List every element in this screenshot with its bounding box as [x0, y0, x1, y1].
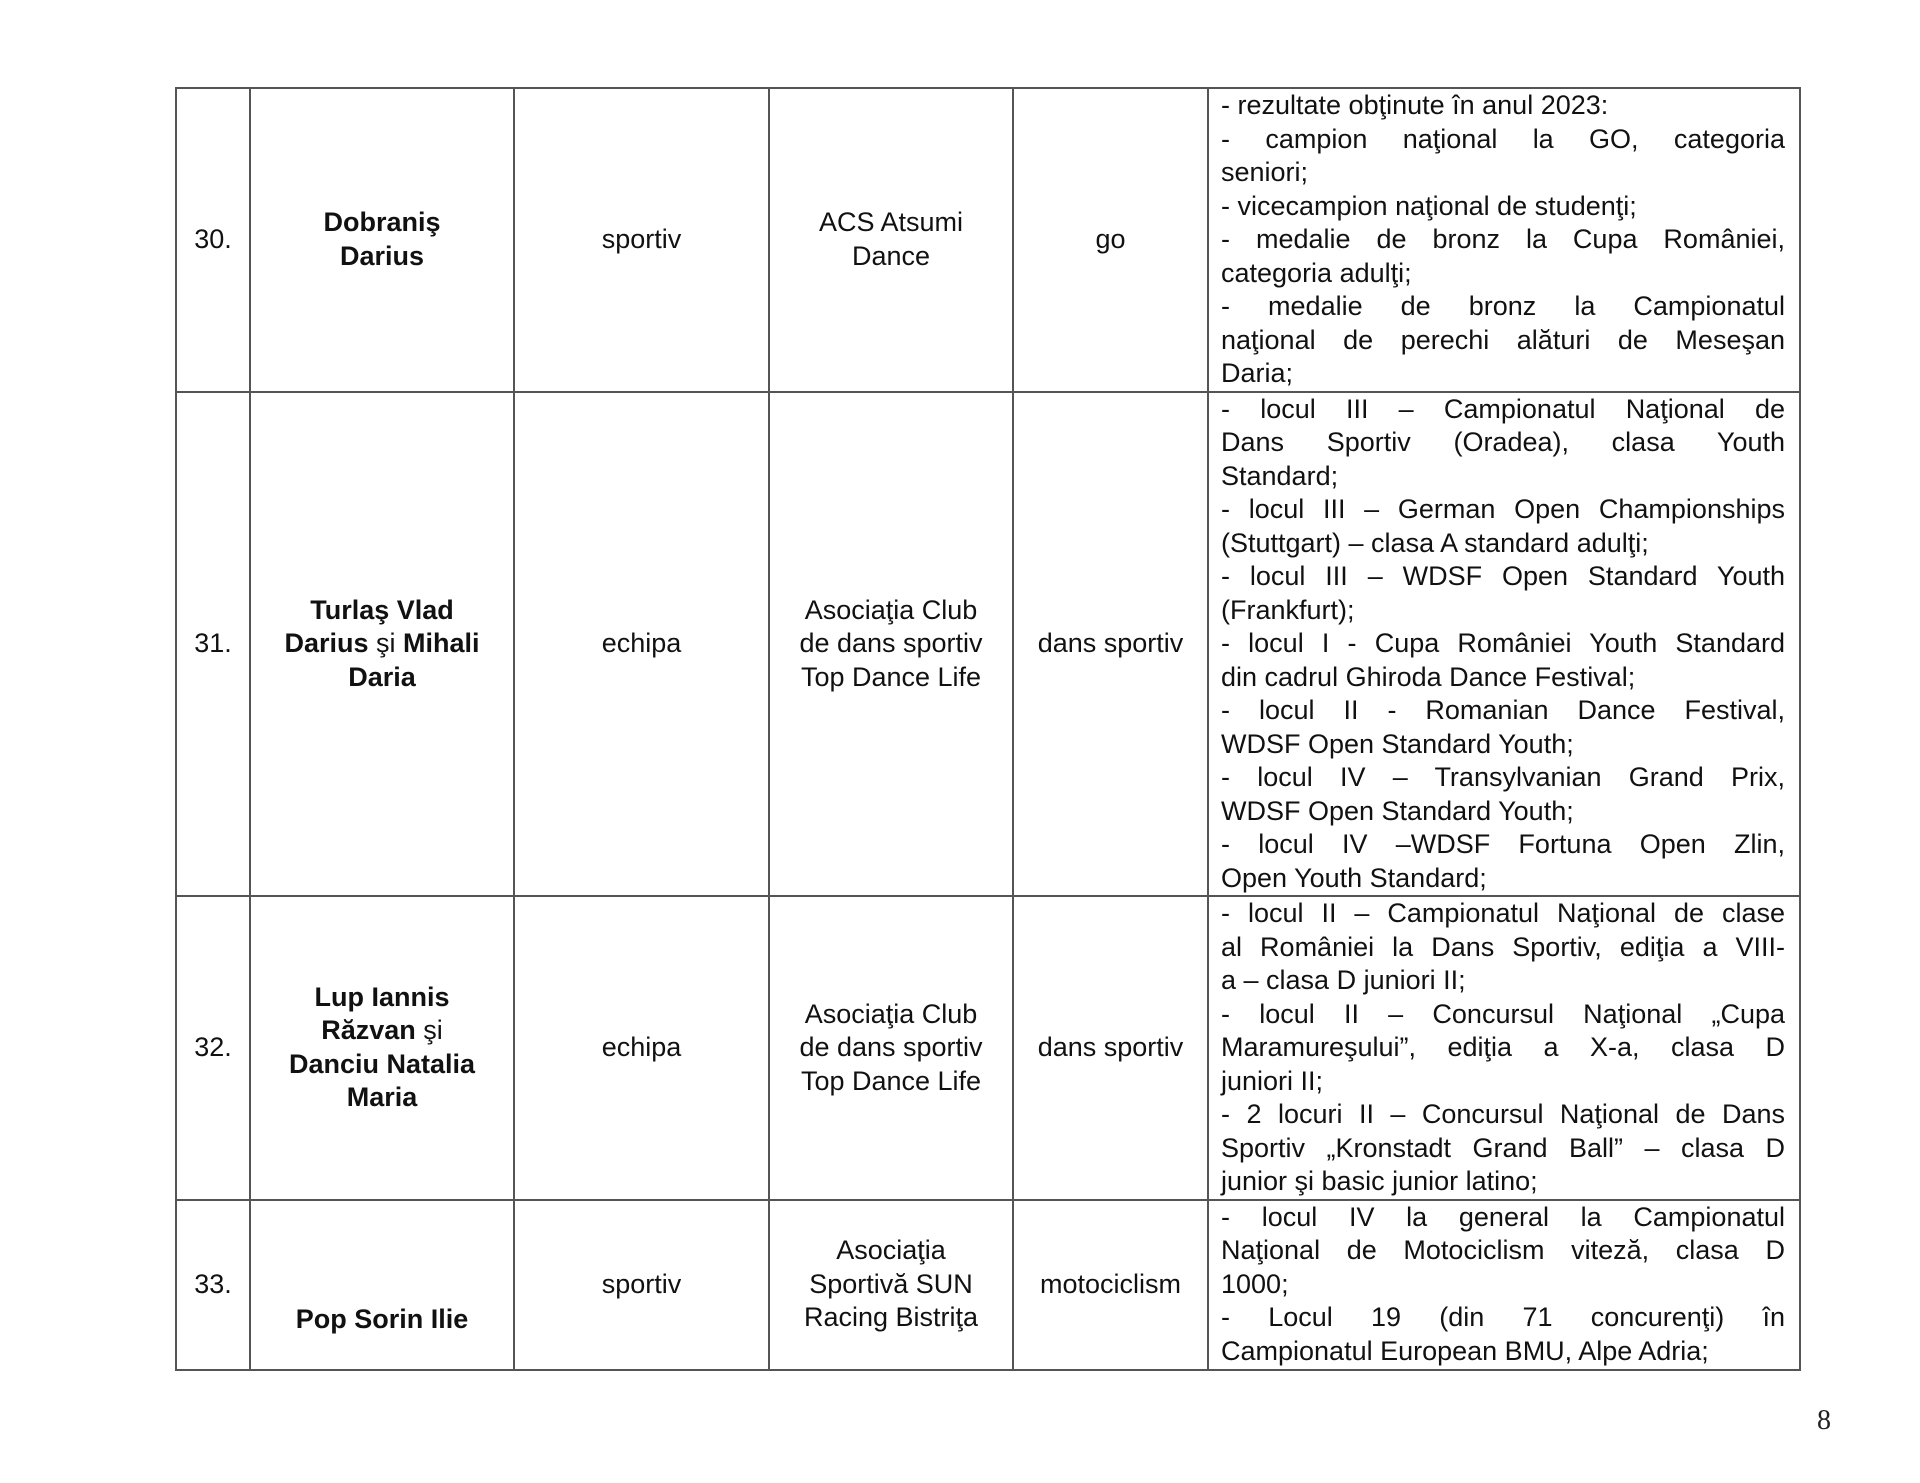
result-line: al României la Dans Sportiv, ediţia a VIII-: [1221, 931, 1785, 962]
athlete-name: [250, 88, 514, 392]
result-line: juniori II;: [1221, 1065, 1324, 1096]
result-line: naţional de perechi alături de Meseşan: [1221, 324, 1785, 355]
name-line: Danciu Natalia: [288, 1048, 476, 1079]
result-line: - Locul 19 (din 71 concurenţi) în: [1221, 1302, 1785, 1333]
row-number: [176, 896, 250, 1200]
athlete-type: [514, 896, 769, 1200]
table-row: [176, 896, 1800, 1200]
row-number: [176, 392, 250, 897]
club-line: Dance: [851, 240, 931, 271]
athlete-type: [514, 1200, 769, 1370]
sport-text: go: [1095, 224, 1126, 254]
club-line: ACS Atsumi: [818, 207, 964, 238]
result-line: 1000;: [1221, 1268, 1289, 1299]
result-line: Maramureşului”, ediţia a X-a, clasa D: [1221, 1032, 1785, 1062]
sport-name: [1013, 88, 1208, 392]
result-line: Open Youth Standard;: [1221, 862, 1487, 893]
results-description: [1208, 896, 1800, 1200]
athlete-type-text: echipa: [601, 628, 682, 658]
result-line: Standard;: [1221, 460, 1339, 491]
result-line: - locul III – German Open Championships: [1221, 494, 1785, 524]
result-line: - campion naţional la GO, categoria: [1221, 123, 1785, 154]
result-line: seniori;: [1221, 157, 1309, 187]
club-line: Asociaţia: [836, 1235, 946, 1266]
sport-text: motociclism: [1039, 1268, 1181, 1299]
name-line: Lup Iannis: [314, 981, 450, 1012]
athlete-name: [250, 1200, 514, 1370]
club-name: [769, 896, 1013, 1200]
sport-name: [1013, 392, 1208, 897]
club-name: [769, 88, 1013, 392]
result-line: - locul IV –WDSF Fortuna Open Zlin,: [1221, 829, 1785, 859]
club-name: [769, 392, 1013, 897]
result-line: din cadrul Ghiroda Dance Festival;: [1221, 661, 1636, 692]
result-line: - locul II – Campionatul Naţional de clase: [1221, 898, 1785, 928]
page-number: 8: [1817, 1405, 1831, 1436]
result-line: - locul III – Campionatul Naţional de: [1221, 393, 1785, 424]
result-line: - 2 locuri II – Concursul Naţional de Dans: [1221, 1099, 1785, 1129]
table-row: [176, 392, 1800, 897]
results-description: [1208, 392, 1800, 897]
athletes-table: [175, 87, 1801, 1371]
athlete-type-text: echipa: [601, 1032, 682, 1062]
sport-name: [1013, 896, 1208, 1200]
club-line: Top Dance Life: [800, 661, 982, 692]
result-line: Daria;: [1221, 358, 1294, 388]
result-line: - rezultate obţinute în anul 2023:: [1221, 90, 1609, 120]
club-line: Top Dance Life: [800, 1065, 982, 1096]
results-description: [1208, 88, 1800, 392]
name-line: Darius: [339, 240, 425, 271]
name-line: Dobraniş: [323, 207, 441, 238]
result-line: Sportiv „Kronstadt Grand Ball” – clasa D: [1221, 1132, 1785, 1163]
result-line: (Frankfurt);: [1221, 594, 1355, 625]
name-line: Darius şi Mihali: [284, 628, 480, 658]
result-line: - locul IV – Transylvanian Grand Prix,: [1221, 762, 1785, 792]
athlete-type-text: sportiv: [601, 224, 682, 254]
result-line: a – clasa D juniori II;: [1221, 965, 1466, 995]
result-line: WDSF Open Standard Youth;: [1221, 795, 1574, 826]
sport-name: [1013, 1200, 1208, 1370]
row-number: [176, 88, 250, 392]
result-line: - medalie de bronz la Cupa României,: [1221, 224, 1785, 254]
result-line: - locul II – Concursul Naţional „Cupa: [1221, 998, 1785, 1029]
result-line: - locul II - Romanian Dance Festival,: [1221, 695, 1785, 725]
row-number: [176, 1200, 250, 1370]
result-line: WDSF Open Standard Youth;: [1221, 728, 1574, 759]
name-line: Turlaş Vlad: [310, 594, 454, 625]
club-line: Asociaţia Club: [804, 594, 978, 625]
club-line: de dans sportiv: [799, 1032, 983, 1062]
sport-text: dans sportiv: [1037, 1032, 1184, 1062]
row-number-text: 32.: [194, 1032, 232, 1062]
results-description: [1208, 1200, 1800, 1370]
result-line: junior şi basic junior latino;: [1221, 1166, 1538, 1196]
result-line: Dans Sportiv (Oradea), clasa Youth: [1221, 427, 1785, 457]
result-line: - locul III – WDSF Open Standard Youth: [1221, 561, 1785, 591]
sport-text: dans sportiv: [1037, 628, 1184, 658]
result-line: - locul IV la general la Campionatul: [1221, 1201, 1785, 1232]
result-line: - locul I - Cupa României Youth Standard: [1221, 628, 1785, 658]
name-line: Maria: [346, 1082, 418, 1113]
athlete-name: [250, 392, 514, 897]
table-row: [176, 88, 1800, 392]
row-number-text: 33.: [194, 1268, 232, 1299]
row-number-text: 31.: [194, 628, 232, 658]
name-line: Daria: [348, 661, 416, 692]
row-number-text: 30.: [194, 224, 232, 254]
result-line: categoria adulţi;: [1221, 257, 1412, 288]
name-line: Pop Sorin Ilie: [295, 1303, 469, 1334]
athlete-type: [514, 392, 769, 897]
result-line: Naţional de Motociclism viteză, clasa D: [1221, 1235, 1785, 1266]
result-line: - vicecampion naţional de studenţi;: [1221, 190, 1637, 221]
athlete-type: [514, 88, 769, 392]
club-name: [769, 1200, 1013, 1370]
athlete-type-text: sportiv: [601, 1268, 682, 1299]
club-line: de dans sportiv: [799, 628, 983, 658]
table-row: [176, 1200, 1800, 1370]
club-line: Asociaţia Club: [804, 998, 978, 1029]
result-line: - medalie de bronz la Campionatul: [1221, 291, 1785, 321]
club-line: Sportivă SUN: [809, 1268, 973, 1299]
club-line: Racing Bistriţa: [803, 1302, 979, 1333]
name-line: Răzvan şi: [321, 1015, 443, 1046]
athlete-name: [250, 896, 514, 1200]
result-line: Campionatul European BMU, Alpe Adria;: [1221, 1335, 1709, 1366]
result-line: (Stuttgart) – clasa A standard adulţi;: [1221, 527, 1649, 558]
